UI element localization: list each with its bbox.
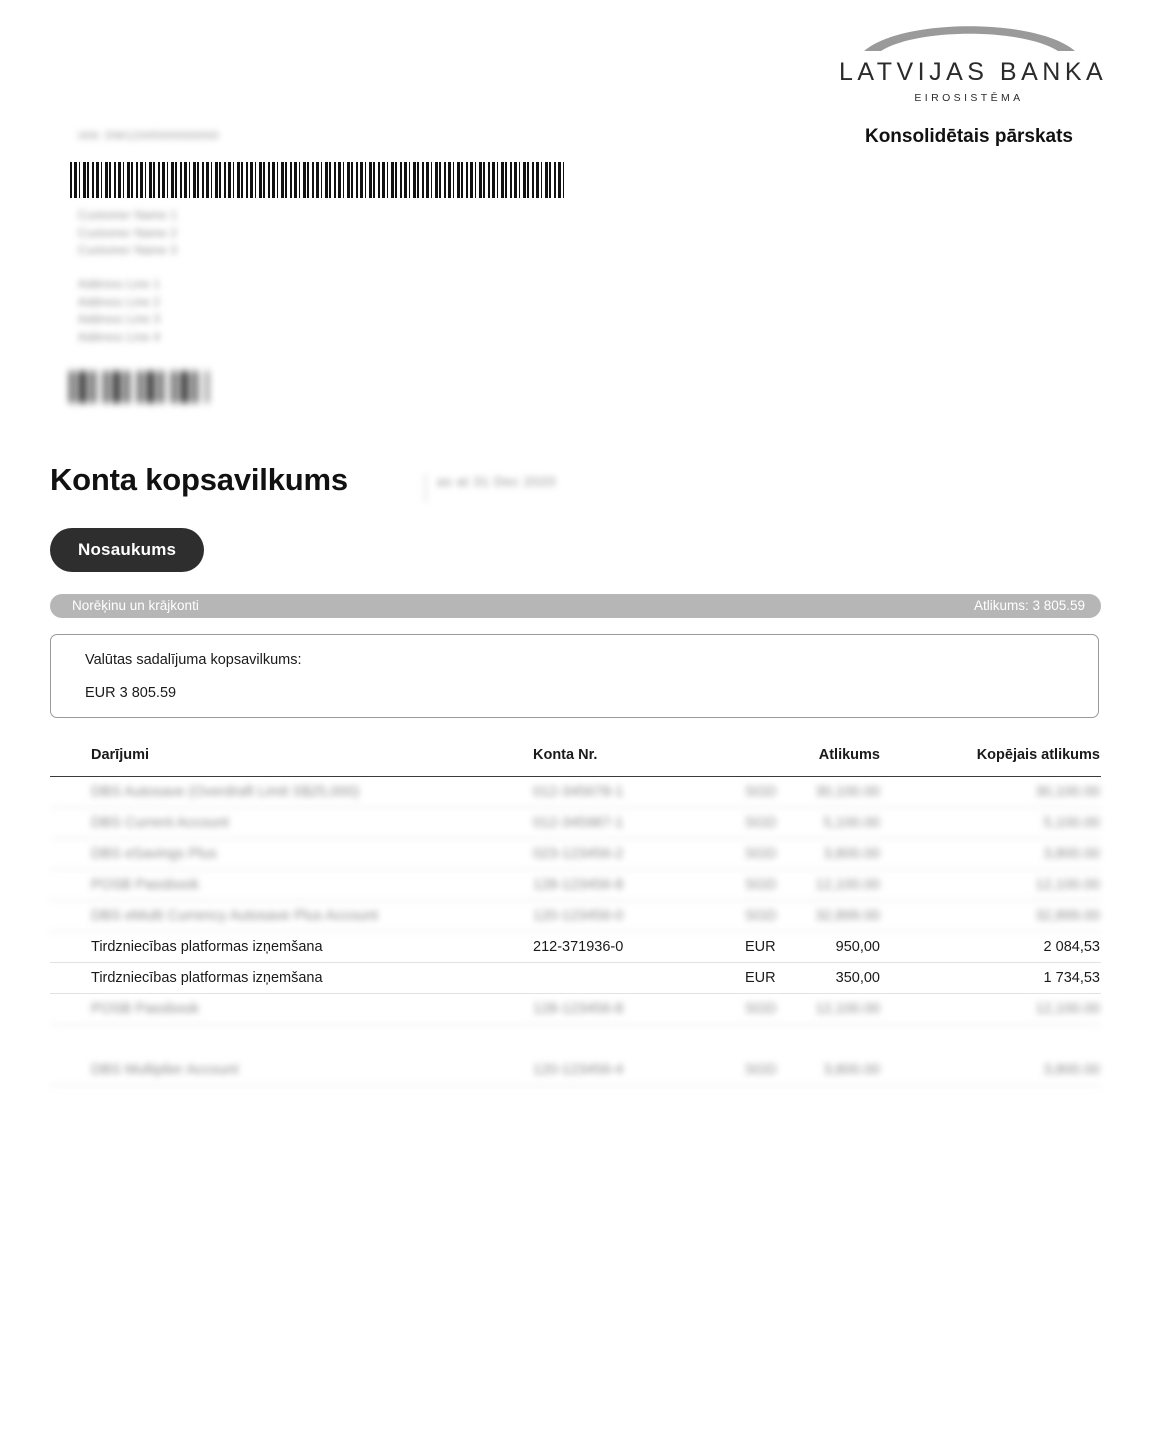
cell-description: DBS Current Account [91, 815, 229, 831]
postal-mark-icon [70, 371, 208, 403]
currency-summary-title: Valūtas sadalījuma kopsavilkums: [85, 652, 302, 668]
transactions-table [50, 742, 1101, 1086]
customer-name-block [78, 208, 177, 261]
cell-description: Tirdzniecības platformas izņemšana [91, 939, 323, 955]
bank-arc-logo-icon [862, 22, 1077, 52]
table-row [50, 932, 1101, 963]
table-row [50, 901, 1101, 932]
cell-currency: SGD [745, 908, 777, 924]
statement-date: as at 31 Dec 2020 [437, 474, 557, 489]
customer-name-line: Customer Name 3 [78, 245, 178, 257]
cell-description: Tirdzniecības platformas izņemšana [91, 970, 323, 986]
barcode-icon [70, 162, 567, 198]
cell-description: DBS Autosave (Overdraft Limit S$25,000) [91, 784, 360, 800]
cell-total: 32,899.00 [1035, 908, 1100, 924]
cell-balance: 32,899.00 [815, 908, 880, 924]
section-label: Norēķinu un krājkonti [72, 598, 199, 613]
accounts-section-bar [50, 594, 1101, 618]
cell-total: 12,100.00 [1035, 1001, 1100, 1017]
cell-account-no: 120-123456-0 [533, 908, 624, 924]
table-row [50, 808, 1101, 839]
cell-account-no: 128-123456-8 [533, 1001, 624, 1017]
customer-name-line: Customer Name 2 [78, 227, 178, 240]
cell-account-no: 120-123456-4 [533, 1062, 624, 1078]
cell-balance: 350,00 [835, 970, 880, 986]
customer-address-block [78, 277, 160, 347]
bank-subtitle: EIROSISTĒMA [914, 92, 1024, 104]
cell-total: 12,100.00 [1035, 877, 1100, 893]
column-header-total-balance: Kopējais atlikums [976, 747, 1100, 763]
cell-balance: 12,100.00 [815, 877, 880, 893]
table-row [50, 870, 1101, 901]
cell-total: 3,800.00 [1043, 1062, 1100, 1078]
cell-balance: 12,100.00 [815, 1001, 880, 1017]
cell-balance: 950,00 [835, 939, 880, 955]
cell-currency: EUR [745, 939, 776, 955]
currency-summary-box [50, 634, 1099, 718]
account-reference: IAN: DW12345000000000 [78, 130, 220, 142]
cell-description: DBS eMulti Currency Autosave Plus Account [91, 908, 378, 924]
cell-description: POSB Passbook [91, 877, 199, 893]
table-header-row [50, 742, 1101, 777]
cell-description: POSB Passbook [91, 1001, 199, 1017]
table-body [50, 777, 1101, 1086]
cell-currency: SGD [745, 846, 777, 862]
document-type-title: Konsolidētais pārskats [864, 126, 1074, 147]
table-row [50, 963, 1101, 994]
cell-total: 30,100.00 [1035, 784, 1100, 800]
document-header [839, 22, 1108, 148]
table-row [50, 1025, 1101, 1055]
customer-name-line: Customer Name 1 [78, 210, 178, 222]
cell-currency: SGD [745, 1001, 777, 1017]
cell-balance: 3,800.00 [823, 1062, 880, 1078]
cell-currency: SGD [745, 1062, 777, 1078]
table-row [50, 839, 1101, 870]
column-header-balance: Atlikums [818, 747, 880, 763]
cell-account-no: 023-123456-2 [533, 846, 624, 862]
cell-total: 5,100.00 [1043, 815, 1100, 831]
cell-currency: SGD [745, 877, 777, 893]
cell-currency: SGD [745, 815, 777, 831]
column-header-account-no: Konta Nr. [533, 747, 598, 763]
cell-account-no: 128-123456-8 [533, 877, 624, 893]
cell-balance: 5,100.00 [823, 815, 880, 831]
table-row [50, 994, 1101, 1025]
cell-description: DBS Multiplier Account [91, 1062, 239, 1078]
cell-balance: 3,800.00 [823, 846, 880, 862]
cell-currency: SGD [745, 784, 777, 800]
page-title: Konta kopsavilkums [50, 462, 348, 497]
address-line: Address Line 2 [78, 296, 161, 309]
cell-account-no: 012-345678-1 [533, 784, 624, 800]
column-header-description: Darījumi [91, 747, 150, 763]
cell-total: 3,800.00 [1043, 846, 1100, 862]
section-balance: Atlikums: 3 805.59 [973, 598, 1085, 613]
address-line: Address Line 3 [78, 314, 161, 326]
address-line: Address Line 1 [78, 279, 161, 291]
table-row [50, 1055, 1101, 1086]
cell-description: DBS eSavings Plus [91, 846, 217, 862]
cell-balance: 30,100.00 [815, 784, 880, 800]
cell-total: 1 734,53 [1043, 970, 1100, 986]
table-row [50, 777, 1101, 808]
cell-currency: EUR [745, 970, 776, 986]
cell-account-no: 212-371936-0 [533, 939, 624, 955]
address-line: Address Line 4 [78, 331, 161, 344]
cell-account-no: 012-345987-1 [533, 815, 624, 831]
section-name-pill: Nosaukums [50, 528, 204, 572]
currency-summary-value: EUR 3 805.59 [85, 685, 177, 701]
bank-name: LATVIJAS BANKA [839, 58, 1108, 86]
cell-total: 2 084,53 [1043, 939, 1100, 955]
